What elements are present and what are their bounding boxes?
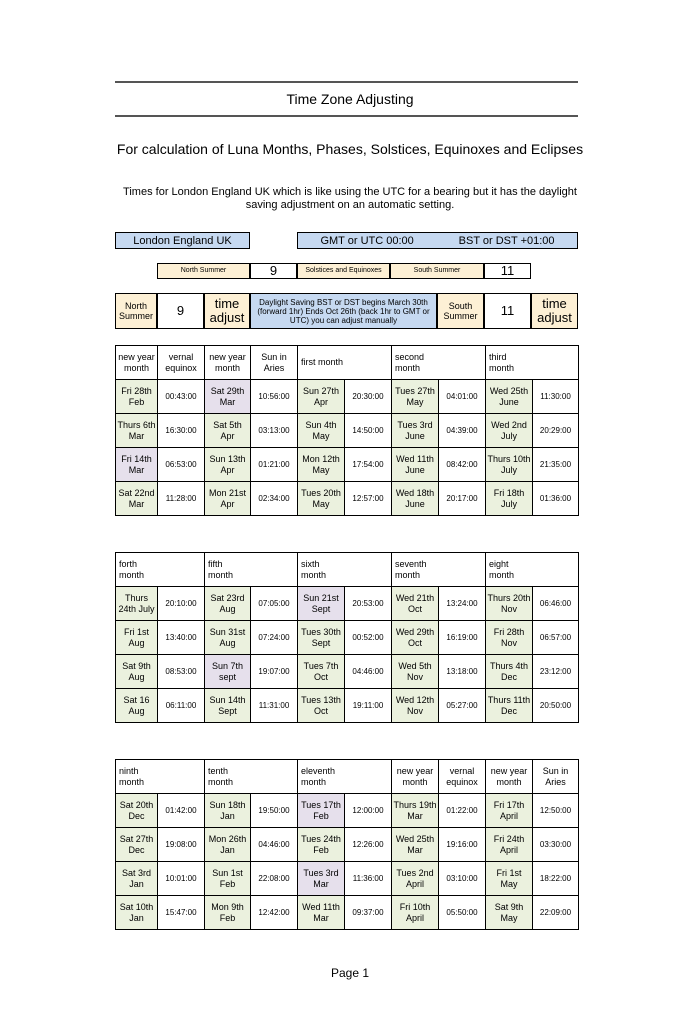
date-cell: Thurs 11th Dec	[486, 689, 533, 723]
north-summer-label-2: North Summer	[115, 293, 157, 329]
date-cell: Wed 12th Nov	[392, 689, 439, 723]
time-cell: 09:37:00	[345, 896, 392, 930]
time-cell: 13:18:00	[439, 655, 486, 689]
time-cell: 10:56:00	[251, 380, 298, 414]
date-cell: Tues 3rd June	[392, 414, 439, 448]
time-cell: 06:46:00	[533, 587, 579, 621]
header-cell	[533, 346, 579, 380]
date-cell: Thurs 6th Mar	[116, 414, 158, 448]
date-cell: Tues 2nd April	[392, 862, 439, 896]
table-row	[116, 380, 579, 414]
date-cell: Mon 12th May	[298, 448, 345, 482]
time-cell: 18:22:00	[533, 862, 579, 896]
date-cell: Mon 21st Apr	[205, 482, 251, 516]
solstice-label: Solstices and Equinoxes	[297, 263, 390, 279]
time-cell: 10:01:00	[158, 862, 205, 896]
header-cell	[345, 346, 392, 380]
page-title: Time Zone Adjusting	[286, 91, 414, 107]
gmt-label: GMT or UTC 00:00	[320, 234, 414, 247]
date-cell: Wed 11th Mar	[298, 896, 345, 930]
south-summer-value-2: 11	[484, 293, 531, 329]
date-cell: Fri 10th April	[392, 896, 439, 930]
time-cell: 20:29:00	[533, 414, 579, 448]
date-cell: Tues 27th May	[392, 380, 439, 414]
time-cell: 03:13:00	[251, 414, 298, 448]
time-cell: 01:22:00	[439, 794, 486, 828]
page-subtitle: For calculation of Luna Months, Phases, Solstices, Equinoxes and Eclipses	[116, 141, 584, 157]
time-cell: 08:53:00	[158, 655, 205, 689]
header-cell	[439, 553, 486, 587]
time-cell: 19:50:00	[251, 794, 298, 828]
header-cell: fifth month	[205, 553, 251, 587]
date-cell: Sun 21st Sept	[298, 587, 345, 621]
dst-note: Daylight Saving BST or DST begins March 30th (forward 1hr) Ends Oct 26th (back 1hr to GMT or UTC) you can adjust manually	[250, 293, 437, 329]
date-cell: Tues 30th Sept	[298, 621, 345, 655]
location-cell: London England UK	[115, 232, 250, 249]
date-cell: Sun 18th Jan	[205, 794, 251, 828]
date-cell: Fri 24th April	[486, 828, 533, 862]
date-cell: Tues 7th Oct	[298, 655, 345, 689]
header-cell: new year month	[205, 346, 251, 380]
table-row	[116, 828, 579, 862]
time-cell: 20:30:00	[345, 380, 392, 414]
date-cell: Wed 25th Mar	[392, 828, 439, 862]
time-cell: 12:57:00	[345, 482, 392, 516]
date-cell: Sat 29th Mar	[205, 380, 251, 414]
header-cell: new year month	[116, 346, 158, 380]
time-cell: 14:50:00	[345, 414, 392, 448]
date-cell: Sat 20th Dec	[116, 794, 158, 828]
date-cell: Fri 14th Mar	[116, 448, 158, 482]
date-cell: Wed 18th June	[392, 482, 439, 516]
table-row	[116, 689, 579, 723]
time-cell: 20:50:00	[533, 689, 579, 723]
top-rule	[115, 81, 578, 83]
table-row	[116, 655, 579, 689]
months-table-3	[115, 759, 579, 930]
header-cell: ninth month	[116, 760, 158, 794]
time-cell: 16:19:00	[439, 621, 486, 655]
table-row	[116, 896, 579, 930]
time-cell: 01:36:00	[533, 482, 579, 516]
date-cell: Sat 5th Apr	[205, 414, 251, 448]
header-cell	[533, 553, 579, 587]
date-cell: Tues 3rd Mar	[298, 862, 345, 896]
time-cell: 04:46:00	[345, 655, 392, 689]
time-adjust-left: time adjust	[204, 293, 250, 329]
date-cell: Tues 20th May	[298, 482, 345, 516]
date-cell: Thurs 10th July	[486, 448, 533, 482]
time-cell: 21:35:00	[533, 448, 579, 482]
time-cell: 20:53:00	[345, 587, 392, 621]
south-summer-label: South Summer	[390, 263, 484, 279]
time-adjust-right: time adjust	[531, 293, 578, 329]
header-cell	[345, 553, 392, 587]
timezone-cell	[297, 232, 578, 249]
time-cell: 12:00:00	[345, 794, 392, 828]
title-underline	[115, 115, 578, 117]
date-cell: Sat 27th Dec	[116, 828, 158, 862]
date-cell: Fri 1st Aug	[116, 621, 158, 655]
header-cell	[251, 553, 298, 587]
date-cell: Sun 1st Feb	[205, 862, 251, 896]
date-cell: Thurs 4th Dec	[486, 655, 533, 689]
time-cell: 11:28:00	[158, 482, 205, 516]
header-cell: second month	[392, 346, 439, 380]
date-cell: Tues 17th Feb	[298, 794, 345, 828]
header-cell: Sun in Aries	[251, 346, 298, 380]
date-cell: Thurs 20th Nov	[486, 587, 533, 621]
header-cell: vernal equinox	[158, 346, 205, 380]
date-cell: Mon 26th Jan	[205, 828, 251, 862]
date-cell: Fri 1st May	[486, 862, 533, 896]
date-cell: Sun 7th sept	[205, 655, 251, 689]
date-cell: Sun 4th May	[298, 414, 345, 448]
header-cell: eleventh month	[298, 760, 345, 794]
months-table-1	[115, 345, 579, 516]
north-summer-value-2: 9	[157, 293, 204, 329]
header-cell: third month	[486, 346, 533, 380]
header-cell	[158, 553, 205, 587]
time-cell: 06:53:00	[158, 448, 205, 482]
header-cell: Sun in Aries	[533, 760, 579, 794]
time-cell: 07:05:00	[251, 587, 298, 621]
description-text: Times for London England UK which is like using the UTC for a bearing but it has the daylight saving adjustment on an automatic setting.	[123, 186, 577, 211]
table-row	[116, 621, 579, 655]
header-cell	[439, 346, 486, 380]
date-cell: Thurs 24th July	[116, 587, 158, 621]
south-summer-value: 11	[484, 263, 531, 279]
time-cell: 19:16:00	[439, 828, 486, 862]
header-cell: new year month	[392, 760, 439, 794]
date-cell: Sat 3rd Jan	[116, 862, 158, 896]
time-cell: 15:47:00	[158, 896, 205, 930]
header-cell: eight month	[486, 553, 533, 587]
date-cell: Sat 23rd Aug	[205, 587, 251, 621]
header-cell: seventh month	[392, 553, 439, 587]
date-cell: Sat 22nd Mar	[116, 482, 158, 516]
date-cell: Wed 25th June	[486, 380, 533, 414]
time-cell: 05:50:00	[439, 896, 486, 930]
time-cell: 22:08:00	[251, 862, 298, 896]
date-cell: Wed 29th Oct	[392, 621, 439, 655]
time-cell: 03:10:00	[439, 862, 486, 896]
time-cell: 16:30:00	[158, 414, 205, 448]
date-cell: Wed 21th Oct	[392, 587, 439, 621]
date-cell: Sun 14th Sept	[205, 689, 251, 723]
date-cell: Wed 2nd July	[486, 414, 533, 448]
header-cell: tenth month	[205, 760, 251, 794]
date-cell: Sun 27th Apr	[298, 380, 345, 414]
page-number: Page 1	[330, 966, 370, 980]
date-cell: Sat 10th Jan	[116, 896, 158, 930]
header-cell	[251, 760, 298, 794]
time-cell: 11:36:00	[345, 862, 392, 896]
time-cell: 03:30:00	[533, 828, 579, 862]
date-cell: Sat 16 Aug	[116, 689, 158, 723]
date-cell: Sat 9th Aug	[116, 655, 158, 689]
time-cell: 05:27:00	[439, 689, 486, 723]
time-cell: 06:11:00	[158, 689, 205, 723]
time-cell: 20:10:00	[158, 587, 205, 621]
time-cell: 08:42:00	[439, 448, 486, 482]
table-row	[116, 862, 579, 896]
table-row	[116, 448, 579, 482]
south-summer-label-2: South Summer	[437, 293, 484, 329]
time-cell: 01:21:00	[251, 448, 298, 482]
date-cell: Tues 13th Oct	[298, 689, 345, 723]
north-summer-label: North Summer	[157, 263, 250, 279]
header-cell: vernal equinox	[439, 760, 486, 794]
time-cell: 13:40:00	[158, 621, 205, 655]
header-cell: first month	[298, 346, 345, 380]
time-cell: 12:50:00	[533, 794, 579, 828]
time-cell: 02:34:00	[251, 482, 298, 516]
north-summer-value: 9	[250, 263, 297, 279]
header-cell: forth month	[116, 553, 158, 587]
table-row	[116, 482, 579, 516]
date-cell: Wed 5th Nov	[392, 655, 439, 689]
time-cell: 11:31:00	[251, 689, 298, 723]
date-cell: Fri 28th Feb	[116, 380, 158, 414]
time-cell: 04:01:00	[439, 380, 486, 414]
date-cell: Fri 28th Nov	[486, 621, 533, 655]
date-cell: Tues 24th Feb	[298, 828, 345, 862]
header-cell	[158, 760, 205, 794]
time-cell: 19:08:00	[158, 828, 205, 862]
date-cell: Mon 9th Feb	[205, 896, 251, 930]
date-cell: Sat 9th May	[486, 896, 533, 930]
date-cell: Fri 18th July	[486, 482, 533, 516]
time-cell: 13:24:00	[439, 587, 486, 621]
time-cell: 19:11:00	[345, 689, 392, 723]
date-cell: Sun 31st Aug	[205, 621, 251, 655]
time-cell: 22:09:00	[533, 896, 579, 930]
table-row	[116, 794, 579, 828]
date-cell: Sun 13th Apr	[205, 448, 251, 482]
table-row	[116, 414, 579, 448]
bst-label: BST or DST +01:00	[458, 234, 555, 247]
time-cell: 00:52:00	[345, 621, 392, 655]
date-cell: Thurs 19th Mar	[392, 794, 439, 828]
time-cell: 23:12:00	[533, 655, 579, 689]
time-cell: 20:17:00	[439, 482, 486, 516]
time-cell: 12:42:00	[251, 896, 298, 930]
header-cell	[345, 760, 392, 794]
time-cell: 01:42:00	[158, 794, 205, 828]
date-cell: Fri 17th April	[486, 794, 533, 828]
time-cell: 06:57:00	[533, 621, 579, 655]
time-cell: 07:24:00	[251, 621, 298, 655]
time-cell: 17:54:00	[345, 448, 392, 482]
time-cell: 04:46:00	[251, 828, 298, 862]
table-row	[116, 587, 579, 621]
time-cell: 00:43:00	[158, 380, 205, 414]
time-cell: 12:26:00	[345, 828, 392, 862]
header-cell: new year month	[486, 760, 533, 794]
time-cell: 11:30:00	[533, 380, 579, 414]
date-cell: Wed 11th June	[392, 448, 439, 482]
time-cell: 04:39:00	[439, 414, 486, 448]
time-cell: 19:07:00	[251, 655, 298, 689]
months-table-2	[115, 552, 579, 723]
header-cell: sixth month	[298, 553, 345, 587]
